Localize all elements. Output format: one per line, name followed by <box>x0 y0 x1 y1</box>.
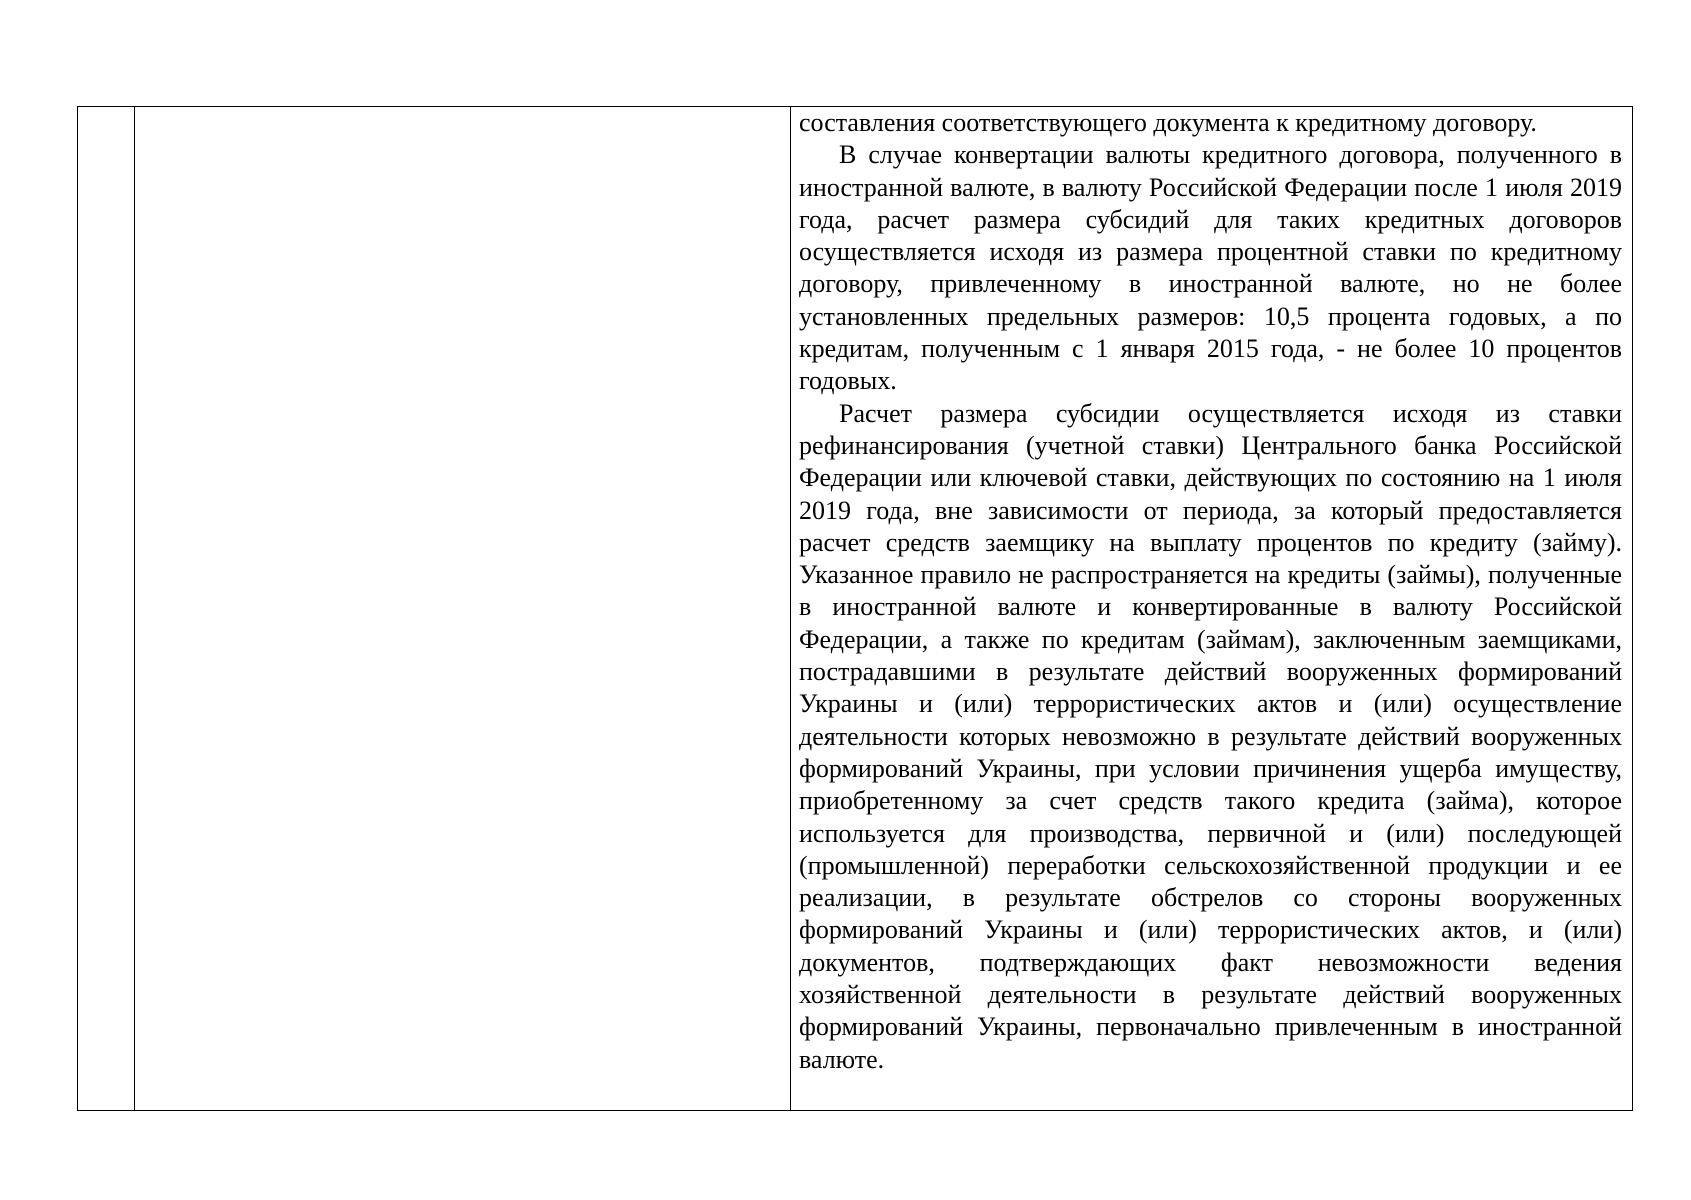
table-row <box>78 107 1633 1111</box>
content-cell <box>791 107 1633 1111</box>
name-cell <box>135 107 791 1111</box>
paragraph-3: Расчет размера субсидии осуществляется исходя из ставки рефинансирования (учетной ставки) Центрального банка Российской Федерации или ключевой ставки, действующих по состоянию на 1 июля 2019 года, вне зависимости от периода, за который предоставляется расчет средств заемщику на выплату процентов по кредиту (займу). Указанное правило не распространяется на кредиты (займы), полученные в иностранной валюте и конвертированные в валюту Российской Федерации, а также по кредитам (займам), заключенным заемщиками, пострадавшими в результате действий вооруженных формирований Украины и (или) террористических актов и (или) осуществление деятельности которых невозможно в результате действий вооруженных формирований Украины, при условии причинения ущерба имуществу, приобретенному за счет средств такого кредита (займа), которое используется для производства, первичной и (или) последующей (промышленной) переработки сельскохозяйственной продукции и ее реализации, в результате обстрелов со стороны вооруженных формирований Украины и (или) террористических актов, и (или) документов, подтверждающих факт невозможности ведения хозяйственной деятельности в результате действий вооруженных формирований Украины, первоначально привлеченным в иностранной валюте. <box>799 398 1622 1074</box>
number-cell <box>78 107 135 1111</box>
paragraph-2: В случае конвертации валюты кредитного договора, полученного в иностранной валюте, в валюту Российской Федерации после 1 июля 2019 года, расчет размера субсидий для таких кредитных договоров осуществляется исходя из размера процентной ставки по кредитному договору, привлеченному в иностранной валюте, но не более установленных предельных размеров: 10,5 процента годовых, а по кредитам, полученным с 1 января 2015 года, - не более 10 процентов годовых. <box>799 140 1622 396</box>
document-table <box>77 106 1633 1111</box>
paragraph-1: составления соответствующего документа к кредитному договору. <box>799 108 1537 137</box>
